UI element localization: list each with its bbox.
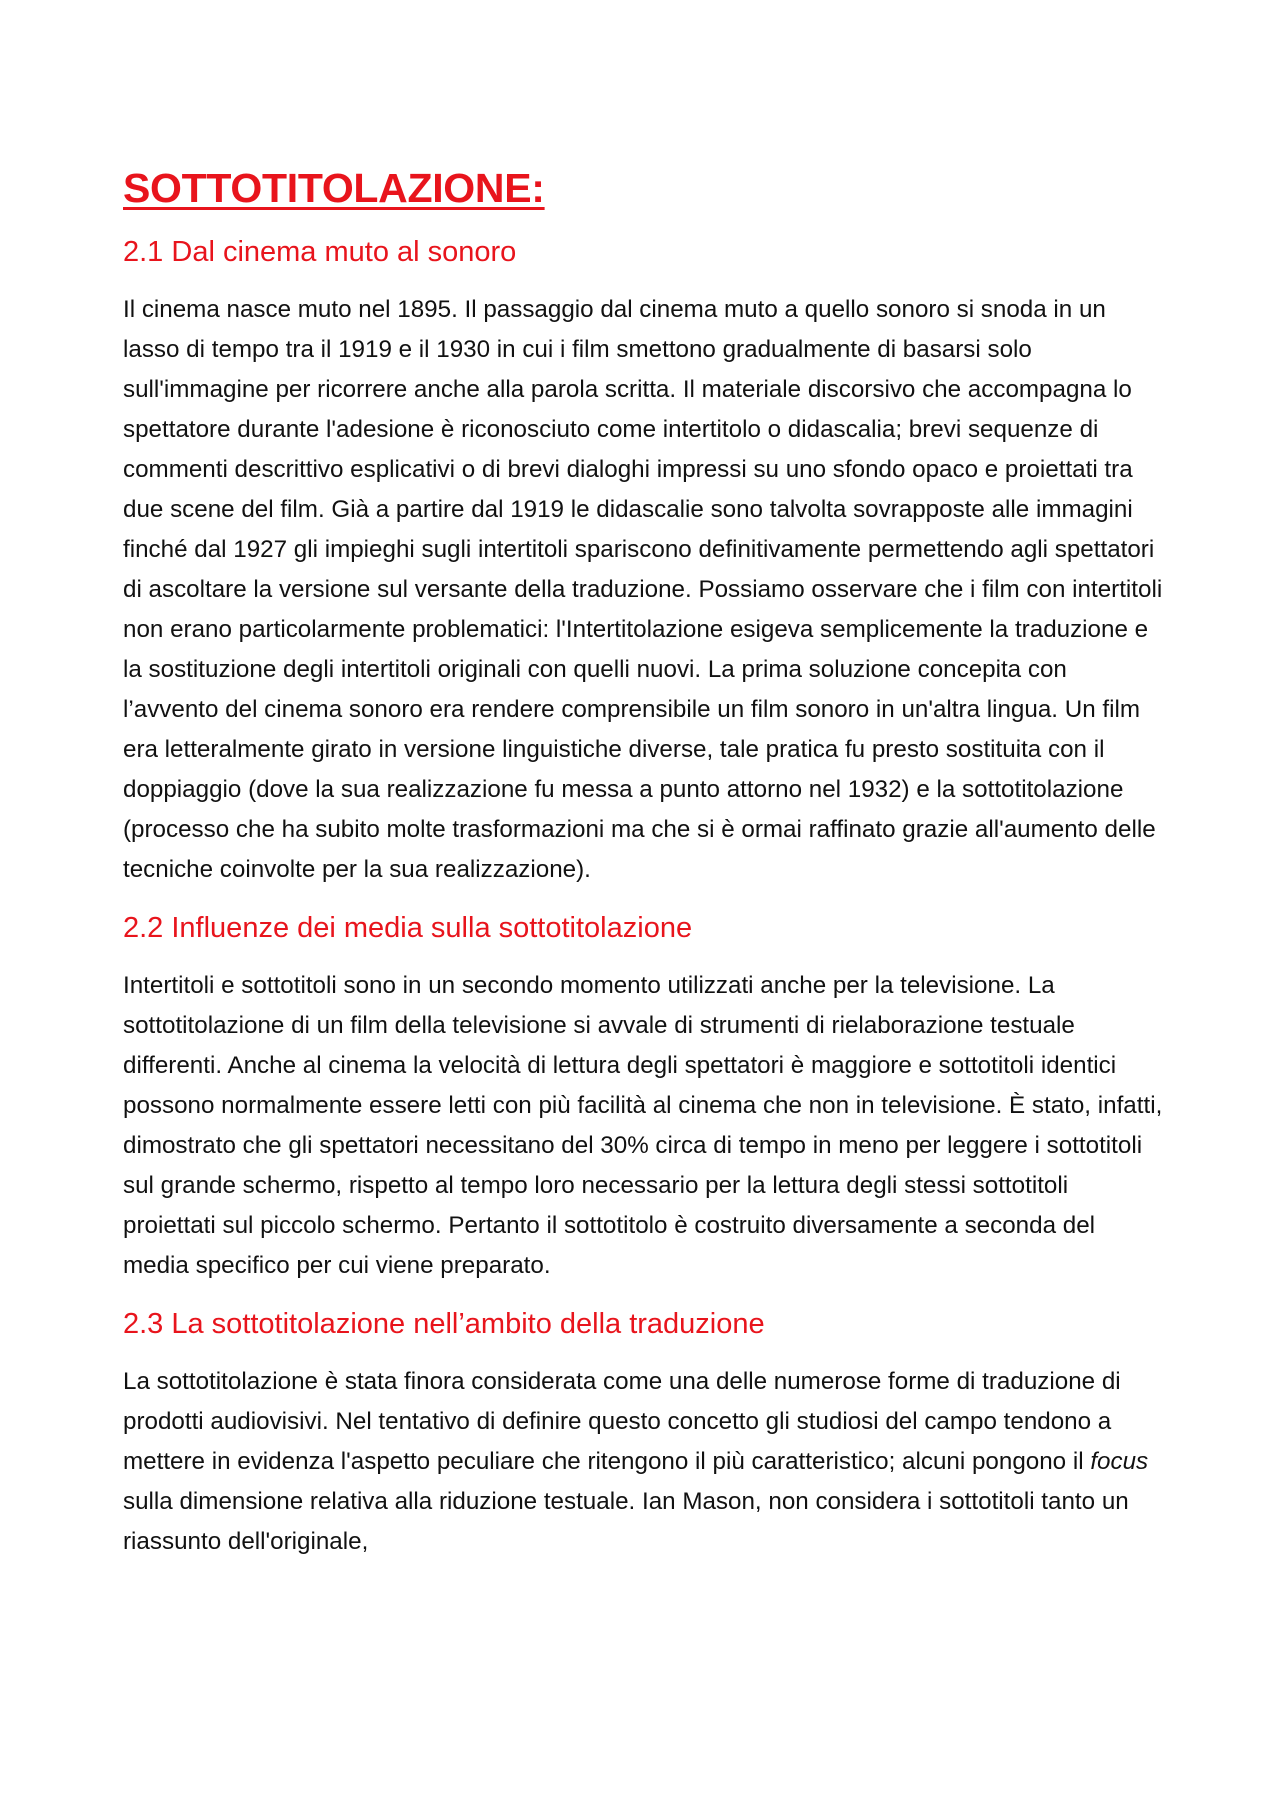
section-heading: 2.2 Influenze dei media sulla sottotitolazione	[123, 912, 693, 944]
section-2-1	[123, 232, 1163, 890]
section-2-2	[123, 908, 1163, 1286]
section-heading: 2.3 La sottotitolazione nell’ambito della traduzione	[123, 1308, 765, 1340]
document-page	[123, 160, 1163, 1580]
document-title: SOTTOTITOLAZIONE:	[123, 165, 545, 211]
section-2-3	[123, 1304, 1163, 1562]
paragraph-text-end: sulla dimensione relativa alla riduzione testuale. Ian Mason, non considera i sottotitoli tanto un riassunto dell'originale,	[123, 1488, 1129, 1555]
italic-term: focus	[1090, 1448, 1149, 1475]
section-paragraph: Intertitoli e sottotitoli sono in un secondo momento utilizzati anche per la televisione. La sottotitolazione di un film della televisione si avvale di strumenti di rielaborazione testuale differenti. Anche al cinema la velocità di lettura degli spettatori è maggiore e sottotitoli identici possono normalmente essere letti con più facilità al cinema che non in televisione. È stato, infatti, dimostrato che gli spettatori necessitano del 30% circa di tempo in meno per leggere i sottotitoli sul grande schermo, rispetto al tempo loro necessario per la lettura degli stessi sottotitoli proiettati sul piccolo schermo. Pertanto il sottotitolo è costruito diversamente a seconda del media specifico per cui viene preparato.	[123, 972, 1163, 1279]
section-heading: 2.1 Dal cinema muto al sonoro	[123, 236, 517, 268]
paragraph-text-start: La sottotitolazione è stata finora considerata come una delle numerose forme di traduzione di prodotti audiovisivi. Nel tentativo di definire questo concetto gli studiosi del campo tendono a mettere in evidenza l'aspetto peculiare che ritengono il più caratteristico; alcuni pongono il	[123, 1368, 1121, 1475]
section-paragraph	[123, 1362, 1163, 1562]
section-paragraph: Il cinema nasce muto nel 1895. Il passaggio dal cinema muto a quello sonoro si snoda in un lasso di tempo tra il 1919 e il 1930 in cui i film smettono gradualmente di basarsi solo sull'immagine per ricorrere anche alla parola scritta. Il materiale discorsivo che accompagna lo spettatore durante l'adesione è riconosciuto come intertitolo o didascalia; brevi sequenze di commenti descrittivo esplicativi o di brevi dialoghi impressi su uno sfondo opaco e proiettati tra due scene del film. Già a partire dal 1919 le didascalie sono talvolta sovrapposte alle immagini finché dal 1927 gli impieghi sugli intertitoli spariscono definitivamente permettendo agli spettatori di ascoltare la versione sul versante della traduzione. Possiamo osservare che i film con intertitoli non erano particolarmente problematici: l'Intertitolazione esigeva semplicemente la traduzione e la sostituzione degli intertitoli originali con quelli nuovi. La prima soluzione concepita con l’avvento del cinema sonoro era rendere comprensibile un film sonoro in un'altra lingua. Un film era letteralmente girato in versione linguistiche diverse, tale pratica fu presto sostituita con il doppiaggio (dove la sua realizzazione fu messa a punto attorno nel 1932) e la sottotitolazione (processo che ha subito molte trasformazioni ma che si è ormai raffinato grazie all'aumento delle tecniche coinvolte per la sua realizzazione).	[123, 296, 1163, 883]
